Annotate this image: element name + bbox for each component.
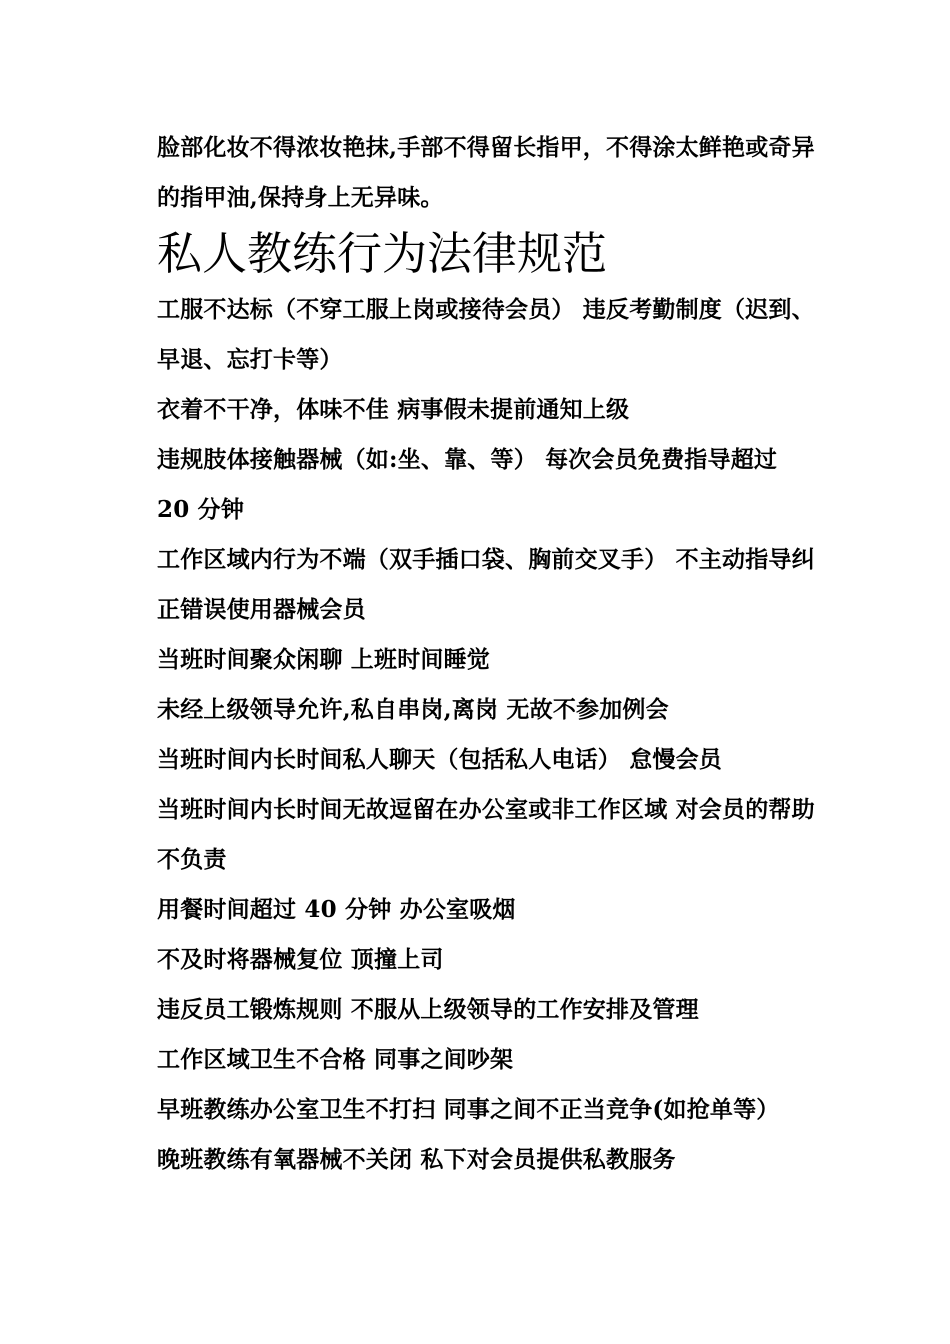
rule-paragraph: 当班时间聚众闲聊 上班时间睡觉 [157, 646, 491, 673]
section-heading: 私人教练行为法律规范 [157, 227, 608, 280]
rule-paragraph: 工作区域内行为不端（双手插口袋、胸前交叉手） 不主动指导纠正错误使用器械会员 [157, 546, 815, 623]
rule-paragraph: 工服不达标（不穿工服上岗或接待会员） 违反考勤制度（迟到、早退、忘打卡等） [157, 296, 815, 373]
rule-paragraph: 衣着不干净，体味不佳 病事假未提前通知上级 [157, 396, 630, 423]
rule-paragraph: 工作区域卫生不合格 同事之间吵架 [157, 1046, 514, 1073]
rule-paragraph: 早班教练办公室卫生不打扫 同事之间不正当竞争(如抢单等） [157, 1096, 780, 1123]
rule-paragraph: 不及时将器械复位 顶撞上司 [157, 946, 444, 973]
rule-paragraph: 未经上级领导允许,私自串岗,离岗 无故不参加例会 [157, 696, 669, 723]
document-body [157, 123, 817, 1185]
rule-paragraph: 当班时间内长时间无故逗留在办公室或非工作区域 对会员的帮助不负责 [157, 796, 815, 873]
rule-paragraph: 违规肢体接触器械（如:坐、靠、等） 每次会员免费指导超过 20 分钟 [157, 446, 778, 523]
rule-paragraph: 晚班教练有氧器械不关闭 私下对会员提供私教服务 [157, 1146, 676, 1173]
rule-paragraph: 用餐时间超过 40 分钟 办公室吸烟 [157, 896, 516, 923]
intro-paragraph: 脸部化妆不得浓妆艳抹,手部不得留长指甲，不得涂太鲜艳或奇异的指甲油,保持身上无异味。 [157, 134, 815, 211]
rule-paragraph: 违反员工锻炼规则 不服从上级领导的工作安排及管理 [157, 996, 699, 1023]
rule-paragraph: 当班时间内长时间私人聊天（包括私人电话） 怠慢会员 [157, 746, 723, 773]
